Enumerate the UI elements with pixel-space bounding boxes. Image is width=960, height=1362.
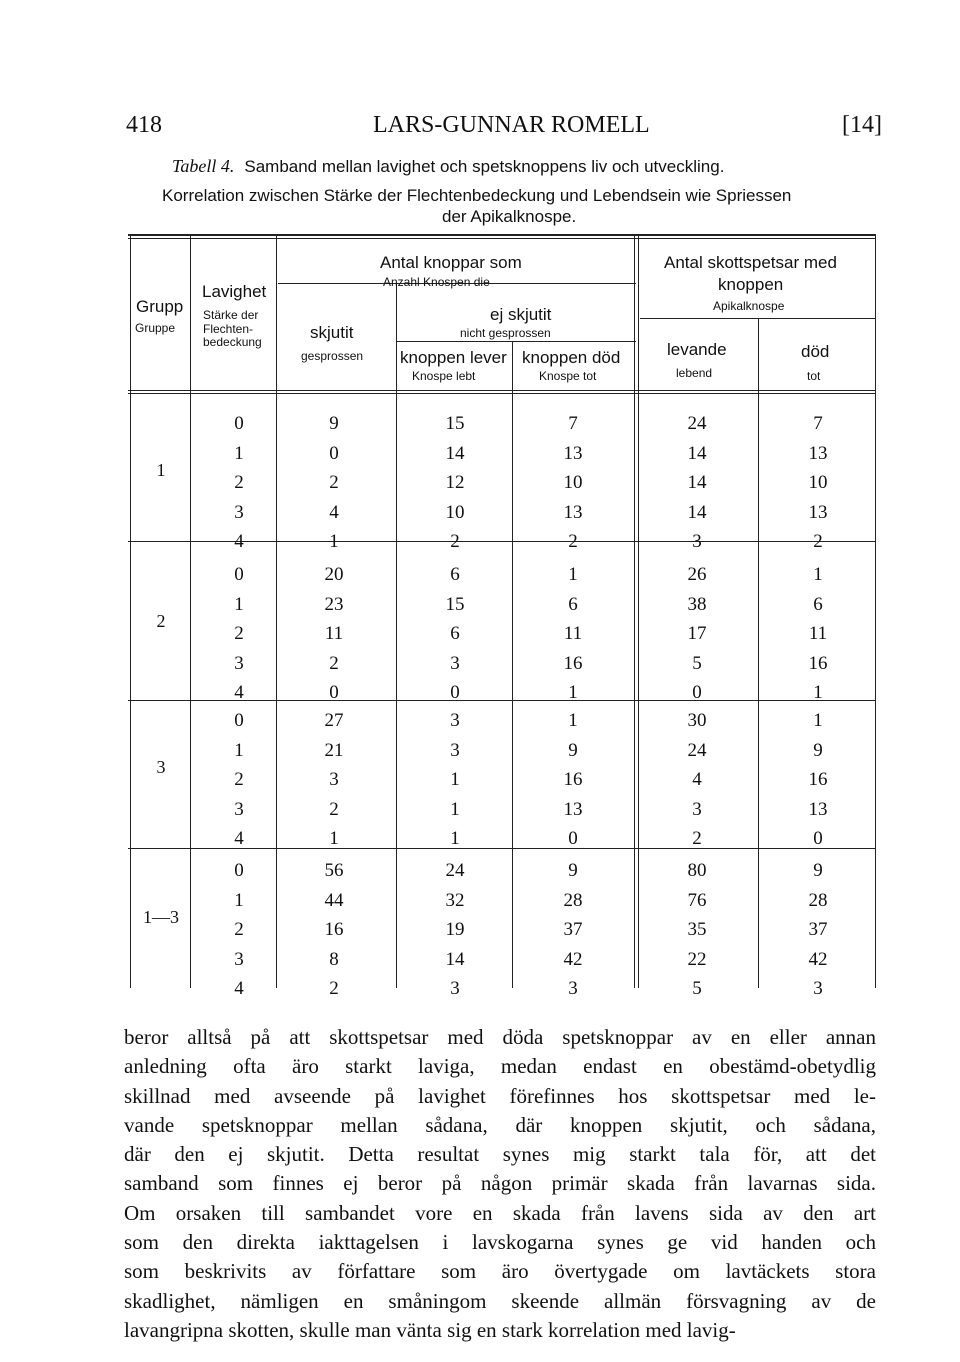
- table-cell: 1: [813, 564, 823, 585]
- table-cell: 1: [568, 682, 578, 703]
- head-lavighet: Lavighet: [202, 282, 267, 301]
- table-top-rule-2: [128, 238, 876, 239]
- head-knoppen-dod: knoppen död: [522, 348, 621, 367]
- table-cell: 3: [234, 652, 244, 674]
- head-flechten: Flechten-: [203, 322, 254, 336]
- table-cell: 38: [687, 593, 707, 615]
- paragraph-line: där den ej skjutit. Detta resultat synes mig starkt tala för, att det: [124, 1142, 876, 1167]
- table-cell: 13: [563, 442, 583, 464]
- table-cell: 16: [808, 769, 828, 790]
- paragraph-line: skadlighet, nämligen en småningom skeende allmän försvagning av de: [124, 1288, 876, 1313]
- table-cell: 6: [568, 593, 578, 615]
- table-cell: 30: [687, 710, 707, 731]
- head-nicht-gesprossen: nicht gesprossen: [460, 326, 551, 340]
- table-cell: 42: [563, 948, 583, 970]
- table-cell: 11: [808, 623, 828, 644]
- body-paragraph: [124, 1023, 876, 1345]
- head-antal-knoppar: Antal knoppar som: [380, 253, 522, 272]
- table-cell: 2: [568, 531, 578, 552]
- table-cell: 32: [445, 889, 465, 911]
- table-cell: 9: [813, 860, 823, 881]
- group-label: 1—3: [143, 907, 179, 927]
- table-cell: 76: [687, 889, 707, 911]
- table-head-rule-2: [128, 393, 876, 394]
- paragraph-line: som beskrivits av författare som äro övertygade om lavtäckets stora: [124, 1259, 876, 1284]
- table-cell: 22: [687, 948, 707, 970]
- head-knoppen: knoppen: [718, 275, 784, 294]
- table-cell: 15: [445, 413, 465, 434]
- table-cell: 80: [687, 860, 707, 881]
- head-knoppen-lever: knoppen lever: [400, 348, 507, 367]
- col-rule-4: [512, 342, 513, 988]
- table-cell: 14: [687, 442, 707, 464]
- table-top-rule: [128, 234, 876, 236]
- table-title-de-line1: Korrelation zwischen Stärke der Flechtenbedeckung und Lebendsein wie Spriessen: [162, 186, 792, 205]
- table-cell: 4: [234, 828, 244, 849]
- table-cell: 11: [324, 623, 344, 644]
- table-cell: 4: [234, 978, 244, 999]
- table-cell: 35: [687, 919, 707, 940]
- table-cell: 1: [234, 889, 244, 911]
- head-levande: levande: [667, 340, 727, 359]
- table-cell: 14: [687, 501, 707, 523]
- table-cell: 9: [813, 739, 823, 761]
- table-cell: 13: [808, 501, 828, 523]
- table-cell: 0: [234, 710, 244, 731]
- table-cell: 3: [234, 501, 244, 523]
- table-cell: 37: [808, 919, 828, 940]
- table-cell: 0: [568, 828, 578, 849]
- table-cell: 14: [687, 472, 707, 493]
- table-cell: 28: [563, 889, 583, 911]
- table-cell: 2: [692, 828, 702, 849]
- table-cell: 16: [563, 652, 583, 674]
- table-cell: 3: [234, 948, 244, 970]
- table-cell: 8: [329, 948, 339, 970]
- paragraph-line: beror alltså på att skottspetsar med döda spetsknoppar av en eller annan: [124, 1025, 876, 1049]
- table-cell: 0: [329, 682, 339, 703]
- head-knospe-tot: Knospe tot: [539, 369, 597, 383]
- table-cell: 16: [324, 919, 344, 940]
- table-cell: 4: [234, 531, 244, 552]
- group-label: 1: [156, 460, 166, 480]
- table-cell: 1: [234, 739, 244, 761]
- table-label: Tabell 4.: [172, 156, 235, 176]
- col-rule-2: [276, 236, 277, 988]
- table-cell: 24: [687, 739, 707, 761]
- table-cell: 56: [324, 860, 344, 881]
- table-cell: 13: [808, 798, 828, 820]
- table-cell: 1: [234, 593, 244, 615]
- table-cell: 27: [324, 710, 344, 731]
- table-cell: 11: [563, 623, 583, 644]
- table-cell: 13: [563, 501, 583, 523]
- table-cell: 2: [329, 652, 339, 674]
- table-cell: 1: [234, 442, 244, 464]
- table-cell: 10: [445, 501, 465, 523]
- table-cell: 2: [813, 531, 823, 552]
- paragraph-line: samband som finnes ej beror på någon primär skada från lavarnas sida.: [124, 1171, 876, 1196]
- table-cell: 2: [234, 623, 244, 644]
- table-cell: 3: [450, 710, 460, 731]
- head-dod: död: [801, 342, 830, 361]
- head-skjutit: skjutit: [310, 323, 354, 342]
- section-number: [14]: [842, 112, 882, 138]
- table-cell: 10: [563, 472, 583, 493]
- col-rule-5a: [634, 236, 635, 988]
- table-cell: 3: [450, 978, 460, 999]
- table-cell: 2: [450, 531, 460, 552]
- table-cell: 2: [329, 798, 339, 820]
- paragraph-line: som den direkta iakttagelsen i lavskogarna synes ge vid handen och: [124, 1230, 876, 1255]
- table-cell: 3: [813, 978, 823, 999]
- paragraph-line: skillnad med avseende på lavighet förefinnes hos skottspetsar med le-: [124, 1083, 876, 1108]
- table-cell: 6: [813, 593, 823, 615]
- table-cell: 44: [324, 889, 344, 911]
- table-cell: 1: [568, 564, 578, 585]
- table-cell: 0: [234, 413, 244, 434]
- table-cell: 14: [445, 948, 465, 970]
- table-cell: 3: [234, 798, 244, 820]
- table-cell: 21: [324, 739, 344, 761]
- table-cell: 3: [450, 739, 460, 761]
- head-anzahl-knospen: Anzahl Knospen die: [383, 275, 490, 289]
- table-cell: 28: [808, 889, 828, 911]
- table-cell: 1: [450, 828, 460, 849]
- table-cell: 24: [445, 860, 465, 881]
- table-cell: 9: [568, 739, 578, 761]
- table-cell: 16: [808, 652, 828, 674]
- col-rule-5b: [638, 236, 639, 988]
- col-rule-3: [396, 284, 397, 988]
- col-rule-6: [758, 319, 759, 988]
- head-gesprossen: gesprossen: [301, 349, 364, 363]
- table-cell: 3: [450, 652, 460, 674]
- head-grupp: Grupp: [136, 297, 184, 316]
- table-cell: 0: [813, 828, 823, 849]
- table-cell: 20: [324, 564, 344, 585]
- group-label: 3: [156, 757, 166, 777]
- table-cell: 0: [450, 682, 460, 703]
- ej-skjutit-rule: [396, 341, 636, 342]
- table-cell: 0: [234, 564, 244, 585]
- table-cell: 7: [568, 413, 578, 434]
- table-cell: 1: [813, 710, 823, 731]
- table-cell: 6: [450, 623, 460, 644]
- table-cell: 42: [808, 948, 828, 970]
- table-cell: 9: [568, 860, 578, 881]
- table-cell: 2: [234, 919, 244, 940]
- table-title-de-line2: der Apikalknospe.: [442, 207, 577, 226]
- table-cell: 13: [808, 442, 828, 464]
- table-cell: 13: [563, 798, 583, 820]
- group-label: 2: [156, 611, 166, 631]
- table-cell: 9: [329, 413, 339, 434]
- table-cell: 1: [450, 769, 460, 790]
- running-title: LARS-GUNNAR ROMELL: [373, 112, 650, 138]
- table-cell: 24: [687, 413, 707, 434]
- paragraph-line: lavangripna skotten, skulle man vänta sig en stark korrelation med lavig-: [124, 1317, 736, 1342]
- table-cell: 1: [568, 710, 578, 731]
- table-caption: [172, 156, 724, 177]
- table-cell: 4: [692, 769, 702, 790]
- table-cell: 7: [813, 413, 823, 434]
- table-cell: 0: [234, 860, 244, 881]
- head-apikalknospe: Apikalknospe: [713, 299, 785, 313]
- table-cell: 16: [563, 769, 583, 790]
- head-gruppe: Gruppe: [135, 321, 176, 335]
- table-title-sv: Samband mellan lavighet och spetsknoppens liv och utveckling.: [244, 157, 725, 176]
- table-cell: 1: [813, 682, 823, 703]
- table-cell: 5: [692, 652, 702, 674]
- table-cell: 14: [445, 442, 465, 464]
- table-cell: 2: [234, 472, 244, 493]
- table-cell: 15: [445, 593, 465, 615]
- head-antal-skottspetsar: Antal skottspetsar med: [664, 253, 837, 272]
- table-right-rule: [875, 236, 876, 988]
- paragraph-line: anledning ofta äro starkt laviga, medan endast en obestämd-obetydlig: [124, 1054, 876, 1079]
- table-cell: 3: [692, 798, 702, 820]
- table-cell: 1: [329, 828, 339, 849]
- table-cell: 2: [329, 472, 339, 493]
- table-cell: 0: [329, 442, 339, 464]
- table-cell: 4: [234, 682, 244, 703]
- table-cell: 5: [692, 978, 702, 999]
- table-cell: 1: [329, 531, 339, 552]
- page-number: 418: [126, 112, 162, 138]
- table-cell: 2: [234, 769, 244, 790]
- table-cell: 3: [329, 769, 339, 790]
- table-cell: 2: [329, 978, 339, 999]
- table-cell: 19: [445, 919, 465, 940]
- paragraph-line: Om orsaken till sambandet vore en skada från lavens sida av den art: [124, 1200, 876, 1225]
- table-cell: 4: [329, 501, 339, 523]
- head-knospe-lebt: Knospe lebt: [412, 369, 476, 383]
- table-cell: 37: [563, 919, 583, 940]
- table-cell: 12: [445, 472, 465, 493]
- head-ej-skjutit: ej skjutit: [490, 305, 552, 324]
- head-lebend: lebend: [676, 366, 713, 380]
- head-starke-der: Stärke der: [203, 308, 259, 322]
- paragraph-line: vande spetsknoppar mellan sådana, där knoppen skjutit, och sådana,: [124, 1112, 876, 1137]
- head-tot: tot: [807, 369, 821, 383]
- head-bedeckung: bedeckung: [203, 335, 262, 349]
- table-head-rule: [128, 390, 876, 391]
- table-cell: 3: [568, 978, 578, 999]
- table-cell: 17: [687, 623, 707, 644]
- table-cell: 0: [692, 682, 702, 703]
- table-cell: 3: [692, 531, 702, 552]
- table-cell: 6: [450, 564, 460, 585]
- table-cell: 10: [808, 472, 828, 493]
- table-cell: 1: [450, 798, 460, 820]
- table-cell: 23: [324, 593, 344, 615]
- table-cell: 26: [687, 564, 707, 585]
